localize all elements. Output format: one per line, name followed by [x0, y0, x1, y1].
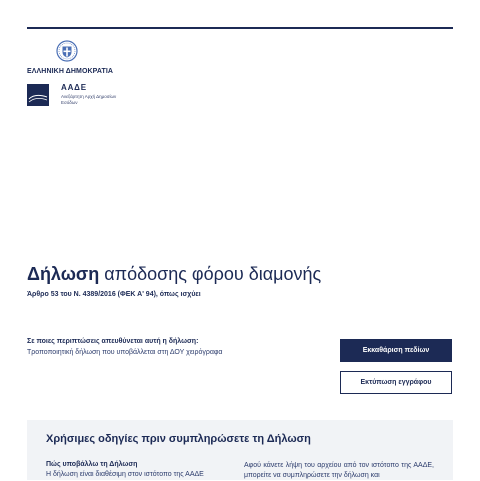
agency-abbreviation: ΑΑΔΕ — [61, 83, 87, 92]
clear-fields-button[interactable]: Εκκαθάριση πεδίων — [340, 339, 452, 362]
how-to-submit-text: Η δήλωση είναι διαθέσιμη στον ιστότοπο της ΑΑΔΕ — [46, 471, 204, 478]
how-to-submit-heading: Πώς υποβάλλω τη Δήλωση — [46, 461, 138, 468]
law-reference: Άρθρο 53 του Ν. 4389/2016 (ΦΕΚ Α' 94), όπως ισχύει — [27, 291, 201, 298]
applicability-question: Σε ποιες περιπτώσεις απευθύνεται αυτή η δήλωση: — [27, 338, 199, 345]
print-document-button[interactable]: Εκτύπωση εγγράφου — [340, 371, 452, 394]
republic-label: ΕΛΛΗΝΙΚΗ ΔΗΜΟΚΡΑΤΙΑ — [27, 68, 114, 75]
instructions-title: Χρήσιμες οδηγίες πριν συμπληρώσετε τη Δήλωση — [46, 433, 311, 445]
aade-logo-icon — [27, 84, 49, 106]
greek-emblem-icon — [56, 40, 78, 62]
download-instructions-text: Αφού κάνετε λήψη του αρχείου από τον ιστότοπο της ΑΑΔΕ, μπορείτε να συμπληρώσετε την δήλωση και — [244, 462, 434, 479]
instructions-panel — [27, 420, 453, 480]
applicability-answer: Τροποποιητική δήλωση που υποβάλλεται στη ΔΟΥ χειρόγραφα — [27, 349, 223, 356]
title-bold: Δήλωση — [27, 264, 100, 284]
top-divider — [27, 27, 453, 29]
page-title — [27, 264, 321, 285]
title-rest: απόδοσης φόρου διαμονής — [99, 264, 322, 284]
agency-full-name: Ανεξάρτητη Αρχή Δημοσίων Εσόδων — [61, 94, 117, 105]
